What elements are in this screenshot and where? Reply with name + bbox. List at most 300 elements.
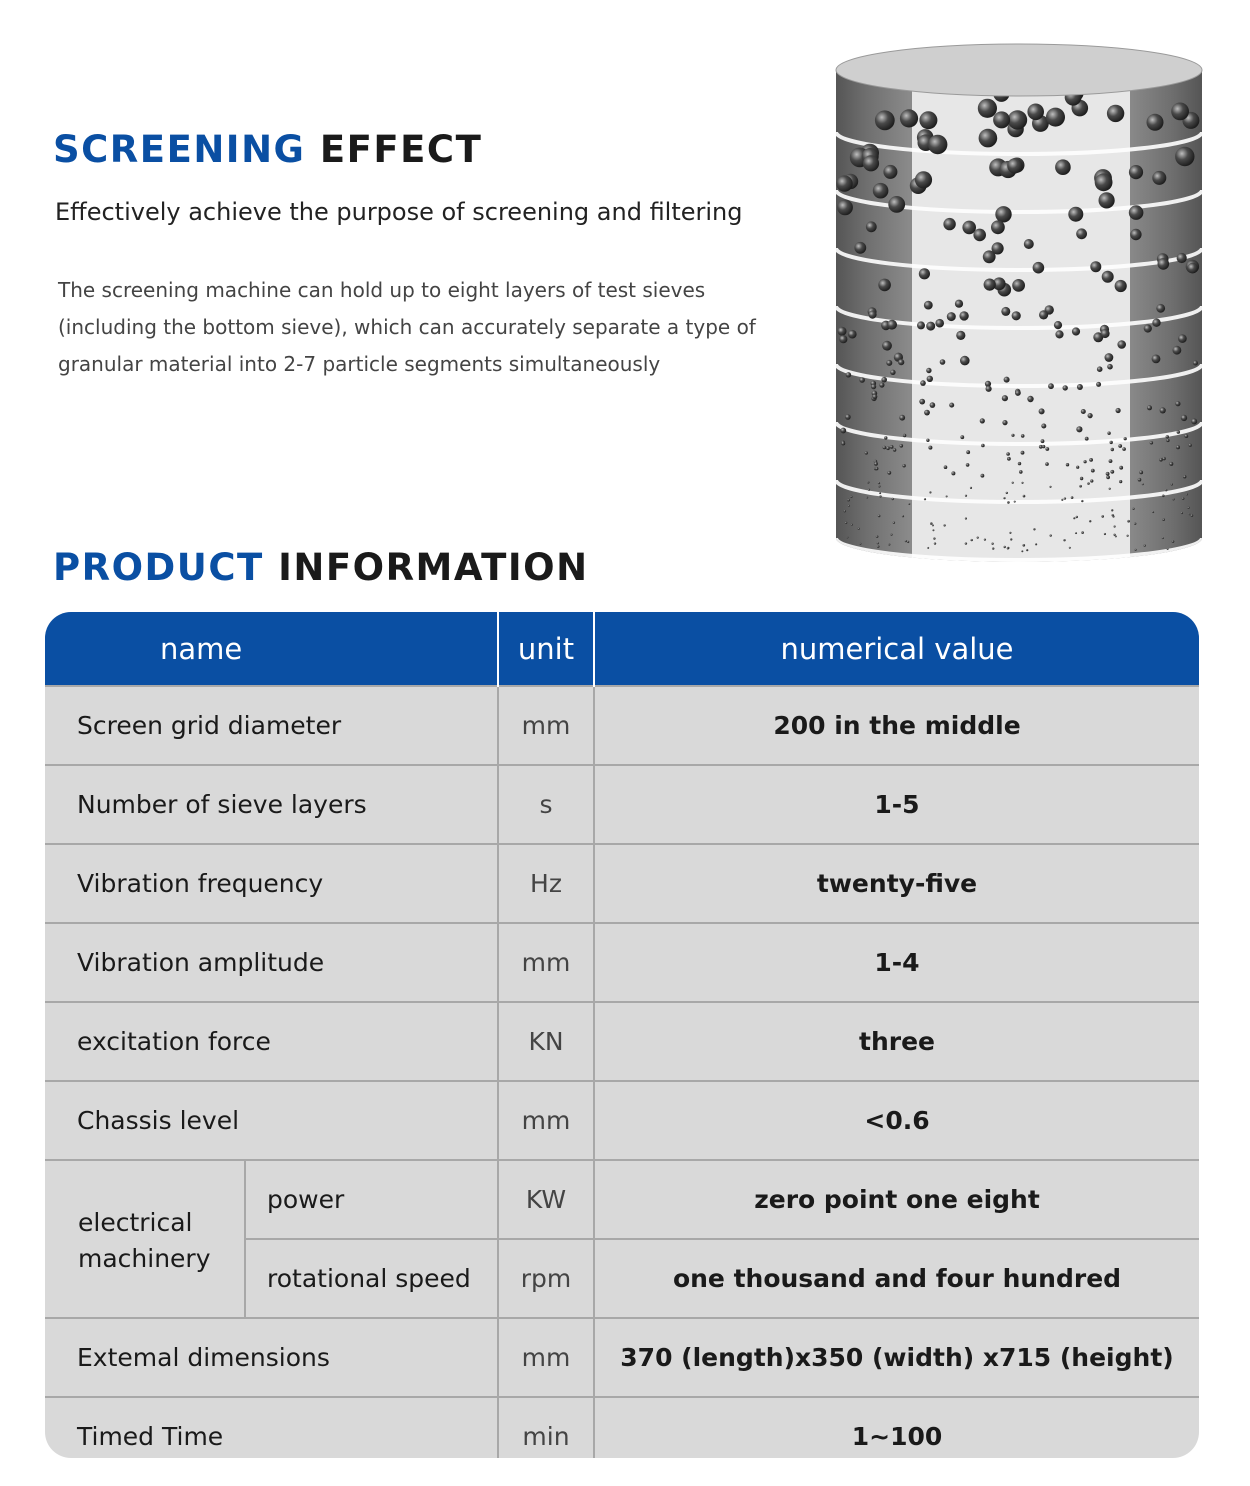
particle	[1004, 546, 1006, 548]
particle	[980, 418, 985, 423]
table-row	[45, 1397, 1199, 1458]
particle	[1158, 258, 1170, 270]
particle	[943, 524, 945, 526]
particle	[1089, 458, 1093, 462]
particle	[1055, 159, 1071, 175]
particle	[1150, 441, 1153, 444]
particle	[930, 522, 933, 525]
particle	[915, 171, 932, 188]
particle	[1081, 531, 1084, 534]
particle	[1023, 544, 1026, 547]
particle	[1106, 472, 1110, 476]
particle	[1152, 171, 1166, 185]
sieve-stack-illustration	[832, 32, 1206, 566]
particle	[1091, 469, 1095, 473]
particle	[1023, 495, 1026, 498]
particle	[1007, 457, 1011, 461]
particle	[1063, 385, 1068, 390]
particle	[1095, 173, 1113, 191]
particle	[920, 380, 926, 386]
particle	[926, 439, 929, 442]
particle	[1132, 508, 1134, 510]
particle	[981, 444, 985, 448]
param-value: 1-5	[594, 765, 1199, 844]
particle	[1014, 501, 1016, 503]
particle	[837, 200, 853, 216]
particle	[875, 110, 895, 130]
particle	[1049, 486, 1051, 488]
particle	[984, 539, 986, 541]
particle	[1112, 514, 1114, 516]
particle	[905, 540, 907, 542]
table-row	[45, 1002, 1199, 1081]
table-row	[45, 1081, 1199, 1160]
particle	[871, 384, 876, 389]
particle	[844, 510, 846, 512]
param-name: Timed Time	[45, 1397, 498, 1458]
param-name: Extemal dimensions	[45, 1318, 498, 1397]
particle	[879, 495, 881, 497]
particle	[1117, 340, 1126, 349]
particle	[1080, 477, 1083, 480]
param-unit: Hz	[498, 844, 594, 923]
particle	[1045, 447, 1049, 451]
particle	[1122, 447, 1126, 451]
param-name: Chassis level	[45, 1081, 498, 1160]
product-heading-accent: PRODUCT	[53, 546, 264, 589]
param-unit: mm	[498, 923, 594, 1002]
particle	[1085, 437, 1089, 441]
particle	[1046, 108, 1065, 127]
particle	[1090, 261, 1101, 272]
particle	[893, 522, 895, 524]
particle	[927, 376, 933, 382]
particle	[1041, 424, 1046, 429]
param-unit: mm	[498, 1318, 594, 1397]
particle	[1119, 466, 1123, 470]
particle	[1006, 492, 1008, 494]
particle	[1063, 539, 1065, 541]
particle	[930, 402, 936, 408]
particle	[1162, 495, 1165, 498]
particle	[924, 301, 933, 310]
particle	[1021, 451, 1025, 455]
particle	[1115, 280, 1127, 292]
particle	[919, 399, 925, 405]
particle	[1010, 538, 1012, 540]
particle	[919, 111, 937, 129]
particle	[927, 547, 929, 549]
particle	[926, 368, 931, 373]
param-group-motor: electrical machinery	[45, 1160, 245, 1318]
particle	[1001, 307, 1010, 316]
particle	[858, 528, 860, 530]
particle	[876, 535, 879, 538]
particle	[888, 196, 905, 213]
particle	[1166, 435, 1169, 438]
table-row	[45, 686, 1199, 765]
particle	[1073, 517, 1075, 519]
particle	[886, 447, 890, 451]
particle	[979, 129, 998, 148]
particle	[1114, 525, 1116, 527]
particle	[1110, 441, 1113, 444]
particle	[928, 446, 932, 450]
particle	[1041, 439, 1045, 443]
particle	[900, 444, 904, 448]
particle	[1177, 253, 1187, 263]
particle	[1027, 396, 1033, 402]
param-value: 1-4	[594, 923, 1199, 1002]
particle	[966, 463, 970, 467]
param-value: <0.6	[594, 1081, 1199, 1160]
particle	[883, 446, 887, 450]
particle	[960, 435, 964, 439]
particle	[981, 474, 985, 478]
particle	[1173, 346, 1182, 355]
particle	[919, 268, 930, 279]
particle	[1107, 432, 1110, 435]
particle	[848, 505, 850, 507]
particle	[1061, 499, 1063, 501]
particle	[962, 221, 976, 235]
particle	[1090, 479, 1093, 482]
particle	[1021, 434, 1025, 438]
particle	[881, 377, 887, 383]
particle	[932, 529, 934, 531]
particle	[965, 517, 967, 519]
particle	[1111, 448, 1114, 451]
param-subname: power	[245, 1160, 498, 1239]
param-unit: mm	[498, 686, 594, 765]
particle	[1189, 444, 1192, 447]
particle	[1115, 535, 1117, 537]
particle	[1071, 496, 1074, 499]
particle	[890, 534, 892, 536]
screening-heading-accent: SCREENING	[53, 128, 306, 171]
particle	[1087, 482, 1090, 485]
particle	[1096, 382, 1101, 387]
particle	[1045, 462, 1049, 466]
particle	[960, 356, 970, 366]
particle	[1119, 480, 1122, 483]
particle	[848, 330, 857, 339]
particle	[1019, 470, 1023, 474]
particle	[1183, 475, 1186, 478]
particle	[1088, 413, 1093, 418]
particle	[840, 428, 846, 434]
particle	[883, 165, 897, 179]
particle	[868, 311, 876, 319]
screening-effect-heading	[53, 128, 482, 171]
param-value: 200 in the middle	[594, 686, 1199, 765]
particle	[872, 394, 877, 399]
particle	[1007, 158, 1022, 173]
particle	[1144, 544, 1146, 546]
particle	[1012, 311, 1021, 320]
particle	[934, 542, 936, 544]
particle	[924, 410, 930, 416]
particle	[1076, 426, 1082, 432]
column-header-unit: unit	[498, 612, 594, 686]
particle	[1159, 458, 1163, 462]
particle	[886, 360, 892, 366]
particle	[1144, 324, 1152, 332]
particle	[1021, 482, 1023, 484]
table-row	[45, 923, 1199, 1002]
particle	[1130, 229, 1141, 240]
particle	[1169, 462, 1173, 466]
param-value: one thousand and four hundred	[594, 1239, 1199, 1318]
particle	[1002, 420, 1007, 425]
particle	[1011, 434, 1014, 437]
table-row	[45, 1160, 1199, 1239]
particle	[903, 434, 906, 437]
particle	[1107, 364, 1113, 370]
particle	[1110, 470, 1114, 474]
particle	[1008, 110, 1027, 129]
particle	[1191, 514, 1194, 517]
particle	[1054, 321, 1062, 329]
particle	[1147, 114, 1164, 131]
particle	[888, 543, 890, 545]
particle	[1172, 498, 1174, 500]
particle	[887, 320, 897, 330]
particle	[1077, 384, 1083, 390]
particle	[926, 322, 935, 331]
param-unit: rpm	[498, 1239, 594, 1318]
particle	[1182, 497, 1185, 500]
param-name: Vibration amplitude	[45, 923, 498, 1002]
column-header-value: numerical value	[594, 612, 1199, 686]
particle	[1139, 471, 1143, 475]
particle	[924, 498, 926, 500]
particle	[1012, 279, 1025, 292]
particle	[1101, 329, 1110, 338]
particle	[1187, 263, 1198, 274]
particle	[977, 537, 979, 539]
particle	[839, 335, 847, 343]
particle	[836, 175, 852, 191]
particle	[928, 135, 947, 154]
particle	[1015, 390, 1021, 396]
particle	[949, 403, 954, 408]
param-subname: rotational speed	[245, 1239, 498, 1318]
particle	[1106, 475, 1110, 479]
particle	[1184, 434, 1188, 438]
particle	[868, 489, 870, 491]
particle	[955, 300, 963, 308]
particle	[1109, 488, 1111, 490]
particle	[935, 319, 944, 328]
particle	[847, 499, 850, 502]
particle	[1187, 507, 1189, 509]
particle	[1081, 500, 1083, 502]
particle	[1178, 334, 1187, 343]
particle	[1186, 493, 1188, 495]
particle	[898, 359, 904, 365]
particle	[866, 497, 868, 499]
particle	[1021, 550, 1023, 552]
particle	[1129, 165, 1143, 179]
particle	[1156, 304, 1165, 313]
param-name: Vibration frequency	[45, 844, 498, 923]
particle	[865, 451, 868, 454]
table-row	[45, 765, 1199, 844]
particle	[875, 467, 878, 470]
particle	[874, 462, 878, 466]
particle	[986, 386, 992, 392]
particle	[1171, 483, 1173, 485]
particle	[1177, 430, 1180, 433]
particle	[1006, 452, 1010, 456]
table-row	[45, 844, 1199, 923]
particle	[1134, 523, 1136, 525]
particle	[1176, 445, 1180, 449]
particle	[890, 370, 895, 375]
particle	[884, 436, 887, 439]
particle	[1135, 549, 1137, 551]
particle	[1099, 192, 1115, 208]
particle	[1039, 310, 1048, 319]
particle	[1002, 395, 1008, 401]
particle	[878, 485, 880, 487]
particle	[845, 414, 851, 420]
param-unit: KN	[498, 1002, 594, 1081]
particle	[851, 524, 853, 526]
particle	[1066, 463, 1069, 466]
particle	[1175, 401, 1180, 406]
particle	[1089, 520, 1091, 522]
particle	[882, 341, 892, 351]
particle	[959, 311, 968, 320]
particle	[1127, 535, 1129, 537]
particle	[929, 491, 931, 493]
particle	[1129, 205, 1144, 220]
product-information-heading	[53, 546, 589, 589]
particle	[1191, 418, 1197, 424]
particle	[970, 487, 972, 489]
particle	[879, 492, 881, 494]
particle	[965, 542, 967, 544]
particle	[878, 279, 891, 292]
particle	[1102, 271, 1114, 283]
particle	[866, 221, 877, 232]
particle	[1084, 460, 1087, 463]
particle	[873, 183, 889, 199]
particle	[1007, 547, 1009, 549]
param-name: excitation force	[45, 1002, 498, 1081]
particle	[940, 359, 946, 365]
particle	[1181, 415, 1187, 421]
particle	[1007, 501, 1010, 504]
particle	[1055, 330, 1063, 338]
particle	[902, 464, 905, 467]
particle	[947, 312, 956, 321]
param-value: twenty-five	[594, 844, 1199, 923]
particle	[1012, 482, 1014, 484]
param-value: three	[594, 1002, 1199, 1081]
particle	[1004, 377, 1010, 383]
particle	[899, 415, 905, 421]
particle	[854, 242, 866, 254]
particle	[973, 229, 986, 242]
particle	[1075, 532, 1077, 534]
particle	[879, 382, 884, 387]
particle	[946, 495, 948, 497]
particle	[1076, 516, 1078, 518]
particle	[890, 445, 894, 449]
particle	[1033, 262, 1045, 274]
param-unit: min	[498, 1397, 594, 1458]
particle	[887, 471, 891, 475]
particle	[965, 495, 967, 497]
particle	[1072, 327, 1080, 335]
particle	[878, 482, 880, 484]
particle	[933, 537, 935, 539]
particle	[1027, 104, 1044, 121]
particle	[1152, 319, 1160, 327]
particle	[1042, 445, 1045, 448]
particle	[1009, 532, 1011, 534]
product-info-table	[45, 612, 1199, 1458]
particle	[1048, 383, 1054, 389]
particle	[1152, 355, 1161, 364]
particle	[1181, 512, 1183, 514]
particle	[1079, 485, 1082, 488]
particle	[1039, 408, 1045, 414]
particle	[859, 543, 861, 545]
particle	[1109, 459, 1113, 463]
particle	[1050, 534, 1052, 536]
particle	[907, 541, 909, 543]
particle	[1024, 239, 1034, 249]
particle	[1152, 511, 1154, 513]
particle	[877, 545, 880, 548]
particle	[993, 111, 1010, 128]
table-row	[45, 1318, 1199, 1397]
particle	[951, 471, 955, 475]
particle	[983, 250, 996, 263]
particle	[1175, 147, 1194, 166]
particle	[1097, 366, 1103, 372]
particle	[1064, 497, 1066, 499]
particle	[943, 218, 955, 230]
particle	[1111, 509, 1113, 511]
particle	[1003, 497, 1005, 499]
param-unit: s	[498, 765, 594, 844]
particle	[1165, 489, 1167, 491]
table-header-row	[45, 612, 1199, 686]
particle	[1033, 528, 1035, 530]
param-value: 1~100	[594, 1397, 1199, 1458]
particle	[978, 99, 997, 118]
particle	[991, 543, 993, 545]
particle	[1076, 466, 1079, 469]
particle	[1116, 408, 1121, 413]
particle	[1101, 515, 1104, 518]
particle	[900, 109, 918, 127]
particle	[1107, 105, 1124, 122]
particle	[1147, 405, 1152, 410]
screening-heading-rest: EFFECT	[319, 128, 483, 171]
screening-subtitle: Effectively achieve the purpose of screening and filtering	[55, 198, 743, 226]
particle	[867, 481, 869, 483]
particle	[966, 450, 970, 454]
particle	[1035, 543, 1037, 545]
product-heading-rest: INFORMATION	[278, 546, 589, 589]
particle	[1127, 520, 1130, 523]
